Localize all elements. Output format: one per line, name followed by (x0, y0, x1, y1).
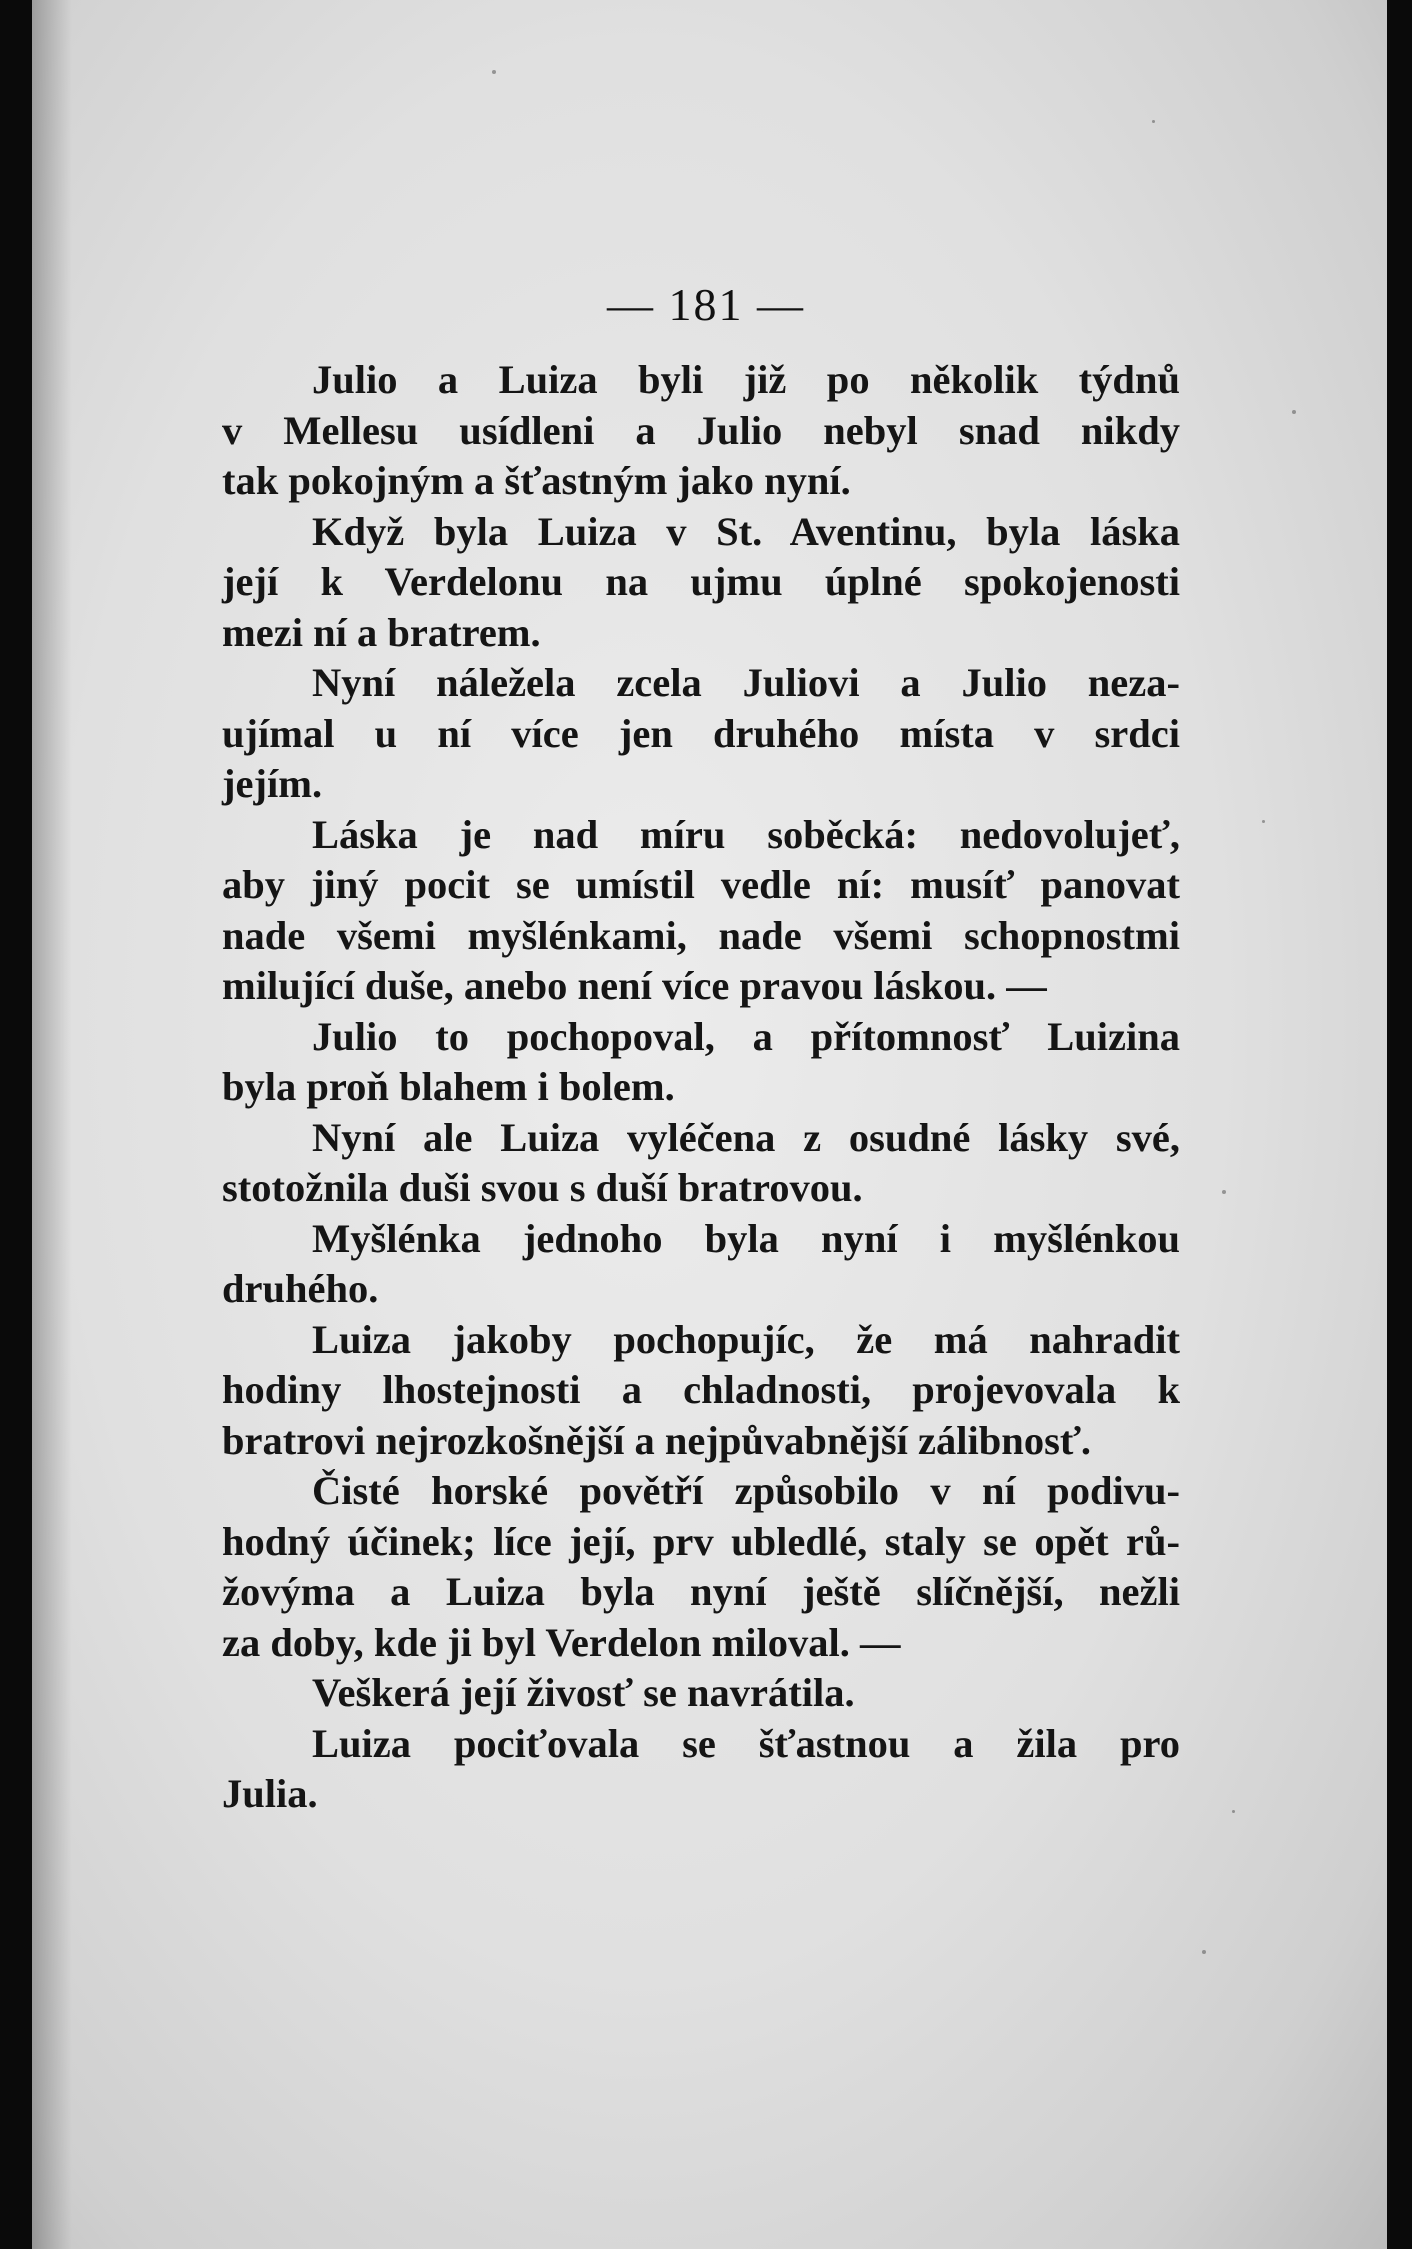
text-line: Nyní ale Luiza vyléčena z osudné lásky své, (312, 1114, 1180, 1160)
paper-speck (1262, 820, 1265, 823)
text-line: Julia. (222, 1771, 318, 1816)
paper-speck (1152, 120, 1155, 123)
paper-speck (1292, 410, 1296, 414)
text-line: žovýma a Luiza byla nyní ještě slíčnější, nežli (222, 1569, 1180, 1614)
text-line: Láska je nad míru soběcká: nedovolujeť, (312, 811, 1180, 857)
paper-speck (1202, 1950, 1206, 1954)
body-text (222, 355, 1180, 1820)
text-line: bratrovi nejrozkošnější a nejpůvabnější zálibnosť. (222, 1417, 1092, 1463)
text-line: Myšlénka jednoho byla nyní i myšlénkou (312, 1215, 1180, 1261)
page-edge-shadow (32, 0, 72, 2249)
text-line: hodný účinek; líce její, prv ubledlé, staly se opět rů- (222, 1518, 1180, 1564)
text-line: Julio a Luiza byli již po několik týdnů (312, 357, 1180, 402)
paper-speck (1232, 1810, 1235, 1813)
paper-speck (492, 70, 496, 74)
text-line: byla proň blahem i bolem. (222, 1064, 675, 1109)
text-line: milující duše, anebo není více pravou láskou. — (222, 963, 1047, 1008)
text-line: aby jiný pocit se umístil vedle ní: musíť panovat (222, 862, 1180, 907)
text-line: druhého. (222, 1266, 379, 1311)
text-line: Julio to pochopoval, a přítomnosť Luizina (312, 1013, 1180, 1059)
text-line: Nyní náležela zcela Juliovi a Julio neza- (312, 660, 1180, 705)
text-line: Když byla Luiza v St. Aventinu, byla láska (312, 508, 1180, 554)
text-line: Luiza jakoby pochopujíc, že má nahradit (312, 1316, 1180, 1362)
text-line: za doby, kde ji byl Verdelon miloval. — (222, 1619, 901, 1665)
text-line: její k Verdelonu na ujmu úplné spokojenosti (222, 559, 1180, 604)
paper-speck (1222, 1190, 1226, 1194)
text-line: mezi ní a bratrem. (222, 609, 541, 655)
text-line: Veškerá její živosť se navrátila. (312, 1670, 855, 1715)
text-line: hodiny lhostejnosti a chladnosti, projevovala k (222, 1367, 1180, 1412)
text-line: jejím. (222, 761, 323, 806)
text-line: nade všemi myšlénkami, nade všemi schopnostmi (222, 912, 1180, 958)
page-number: — 181 — (607, 279, 805, 330)
text-line: Čisté horské povětří způsobilo v ní podivu- (312, 1468, 1180, 1513)
text-line: ujímal u ní více jen druhého místa v srdci (222, 710, 1180, 756)
text-line: v Mellesu usídleni a Julio nebyl snad nikdy (222, 407, 1180, 453)
text-line: Luiza pociťovala se šťastnou a žila pro (312, 1720, 1180, 1766)
text-line: stotožnila duši svou s duší bratrovou. (222, 1165, 863, 1210)
text-line: tak pokojným a šťastným jako nyní. (222, 458, 851, 503)
